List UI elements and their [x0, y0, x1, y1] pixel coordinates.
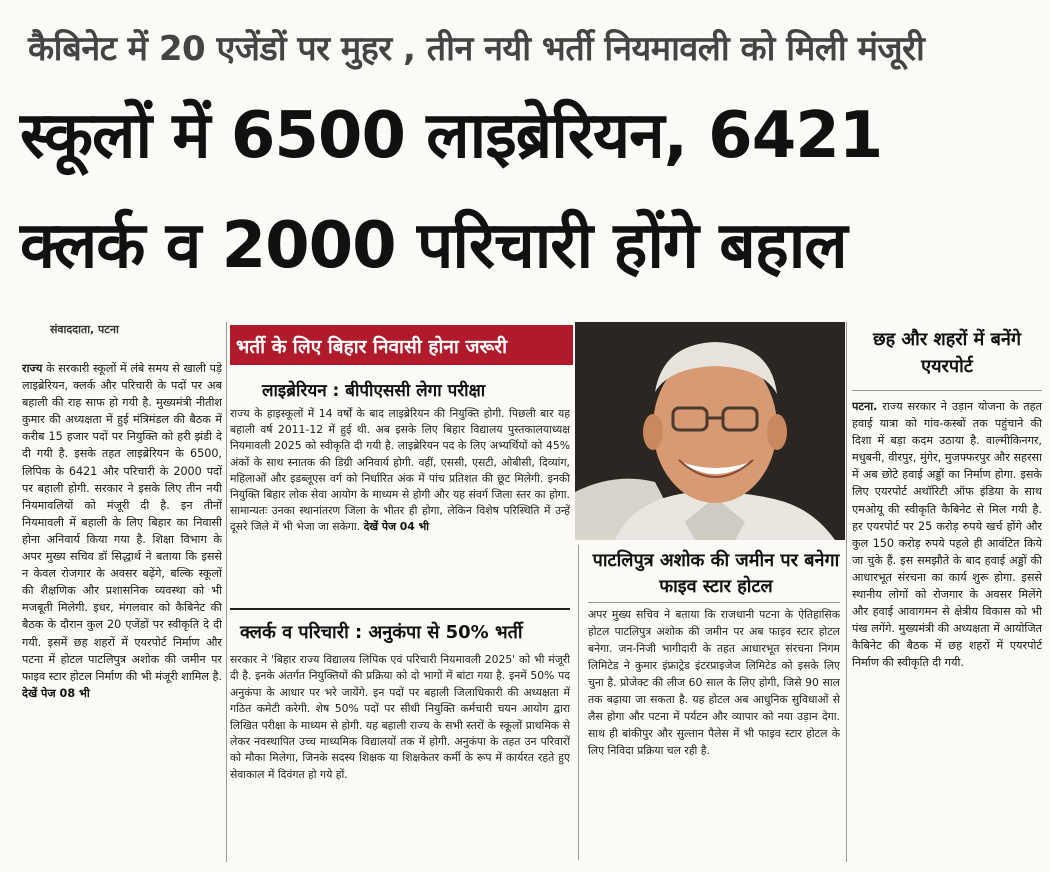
- clerk-article: सरकार ने 'बिहार राज्य विद्यालय लिपिक एवं परिचारी नियमावली 2025' को भी मंजूरी दी है. इनके अंतर्गत नियुक्तियों की प्रक्रिया को दो भागों में बांटा गया है. इनमें 50% पद अनुकंपा के आधार पर भरे जायेंगे. इन पदों पर बहाली जिलाधिकारी की अध्यक्षता में गठित कमेटी करेगी. शेष 50% पदों पर सीधी नियुक्ति कर्मचारी चयन आयोग द्वारा लिखित परीक्षा के माध्यम से होगी. यह बहाली राज्य के सभी स्तरों के स्कूलों प्राथमिक से लेकर नवस्थापित उच्च माध्यमिक विद्यालयों तक में होगी. अनुकंपा के तहत उन परिवारों को मौका मिलेगा, जिनके सदस्य शिक्षक या शिक्षकेतर कर्मी के रूप में कार्यरत रहते हुए सेवाकाल में दिवंगत हो गये हों.: [230, 653, 570, 781]
- kicker-headline: कैबिनेट में 20 एजेंडों पर मुहर , तीन नयी भर्ती नियमावली को मिली मंजूरी: [28, 29, 925, 69]
- section-rule: [588, 602, 840, 603]
- librarian-see-page: देखें पेज 04 भी: [363, 520, 429, 534]
- lead-article-column: [22, 360, 222, 870]
- airport-body: राज्य सरकार ने उड़ान योजना के तहत हवाई यात्रा को गांव-कस्बों तक पहुंचाने की दिशा में बड़ा कदम उठाया है. वाल्मीकिनगर, मधुबनी, वीरपुर, मुंगेर, मुजफ्फरपुर और सहरसा में अब छोटे हवाई अड्डों का निर्माण होगा. इसके लिए एयरपोर्ट अथॉरिटी ऑफ इंडिया के साथ एमओयू की स्वीकृति कैबिनेट से मिल गयी है. हर एयरपोर्ट पर 25 करोड़ रुपये खर्च होंगे और कुल 150 करोड़ रुपये पहले ही आवंटित किये जा चुके हैं. इस समझौते के बाद हवाई अड्डों की आधारभूत संरचना का कार्य शुरू होगा. इससे स्थानीय लोगों को रोजगार के अवसर मिलेंगे और हवाई आवागमन से क्षेत्रीय विकास को भी पंख लगेंगे. मुख्यमंत्री की अध्यक्षता में आयोजित कैबिनेट की बैठक में छह शहरों में एयरपोर्ट निर्माण की स्वीकृति दी गयी.: [852, 400, 1042, 670]
- lead-see-page: देखें पेज 08 भी: [22, 686, 90, 700]
- section-rule: [230, 608, 570, 610]
- librarian-article: [230, 406, 570, 602]
- lead-article-body: के सरकारी स्कूलों में लंबे समय से खाली पड़े लाइब्रेरियन, क्लर्क और परिचारी के पदों पर अब बहाली की राह साफ हो गयी है. मुख्यमंत्री नीतीश कुमार की अध्यक्षता में हुई मंत्रिमंडल की बैठक में करीब 15 हजार पदों पर नियुक्ति को हरी झंडी दे दी गयी है. इसके तहत लाइब्रेरियन के 6500, लिपिक के 6421 और परिचारी के 2000 पदों पर बहाली होगी. सरकार ने इसके लिए तीन नयी नियमावलियों को मंजूरी दी है. इन तीनों नियमावली में बहाली के लिए बिहार का निवासी होना अनिवार्य किया गया है. शिक्षा विभाग के अपर मुख्य सचिव डॉ सिद्धार्थ ने बताया कि इससे न केवल रोजगार के अवसर बढ़ेंगे, बल्कि स्कूलों की शैक्षणिक और प्रशासनिक व्यवस्था को भी मजबूती मिलेगी. इधर, मंगलवार को कैबिनेट की बैठक के दौरान कुल 20 एजेंडों पर स्वीकृति दे दी गयी. इसमें छह शहरों में एयरपोर्ट निर्माण और पटना में होटल पाटलिपुत्र अशोक की जमीन पर फाइव स्टार होटल निर्माण की भी मंजूरी शामिल है.: [22, 362, 222, 683]
- airport-dateline: पटना.: [852, 400, 878, 413]
- airport-heading: छह और शहरों में बनेंगे एयरपोर्ट: [872, 329, 1021, 377]
- librarian-heading: लाइब्रेरियन : बीपीएससी लेगा परीक्षा: [262, 381, 486, 401]
- clerk-heading: क्लर्क व परिचारी : अनुकंपा से 50% भर्ती: [240, 622, 523, 643]
- portrait-photo-icon: [575, 322, 845, 540]
- column-divider: [846, 322, 847, 862]
- librarian-body: राज्य के हाइस्कूलों में 14 वर्षों के बाद लाइब्रेरियन की नियुक्ति होगी. पिछली बार यह बहाली वर्ष 2011-12 में हुई थी. अब इसके लिए बिहार विद्यालय पुस्तकालयाध्यक्ष नियमावली 2025 को स्वीकृति दी गयी है. लाइब्रेरियन पद के लिए अभ्यर्थियों को 45% अंकों के साथ स्नातक की डिग्री अनिवार्य होगी. वहीं, एससी, एसटी, ओबीसी, दिव्यांग, महिलाओं और इडब्लूएस वर्ग को निर्धारित अंक में पांच प्रतिशत की छूट मिलेगी. इनकी नियुक्ति बिहार लोक सेवा आयोग के माध्यम से होगी और यह संवर्ग जिला स्तर का होगा. सामान्यतः उनका स्थानांतरण जिला के भीतर ही होगा, लेकिन विशेष परिस्थिति में उन्हें दूसरे जिले में भी भेजा जा सकेगा.: [230, 407, 570, 534]
- hotel-heading: पाटलिपुत्र अशोक की जमीन पर बनेगा फाइव स्टार होटल: [592, 550, 840, 597]
- lead-dateline: राज्य: [22, 362, 43, 375]
- hotel-article: अपर मुख्य सचिव ने बताया कि राजधानी पटना के ऐतिहासिक होटल पाटलिपुत्र अशोक की जमीन पर अब फाइव स्टार होटल बनेगा. जन-निजी भागीदारी के तहत आधारभूत संरचना निगम लिमिटेड ने कुमार इंफ्राट्रेड इंटरप्राइजेज लिमिटेड को इसके लिए चुना है. प्रोजेक्ट की लीज 60 साल के लिए होगी, जिसे 90 साल तक बढ़ाया जा सकता है. यह होटल अब आधुनिक सुविधाओं से लैस होगा और पटना में पर्यटन और व्यापार को नया उड़ान देगा. साथ ही बांकीपुर और सुल्तान पैलेस में भी फाइव स्टार होटल के लिए निविदा प्रक्रिया चल रही है.: [588, 608, 840, 757]
- byline: संवाददाता, पटना: [50, 323, 119, 336]
- column-divider: [578, 545, 579, 860]
- section-rule: [852, 390, 1042, 391]
- airport-article: [852, 398, 1042, 858]
- section-banner: भर्ती के लिए बिहार निवासी होना जरूरी: [230, 325, 573, 365]
- main-headline-line1: स्कूलों में 6500 लाइब्रेरियन, 6421: [20, 99, 883, 173]
- main-headline-line2: क्लर्क व 2000 परिचारी होंगे बहाल: [20, 209, 847, 283]
- column-divider: [226, 322, 227, 862]
